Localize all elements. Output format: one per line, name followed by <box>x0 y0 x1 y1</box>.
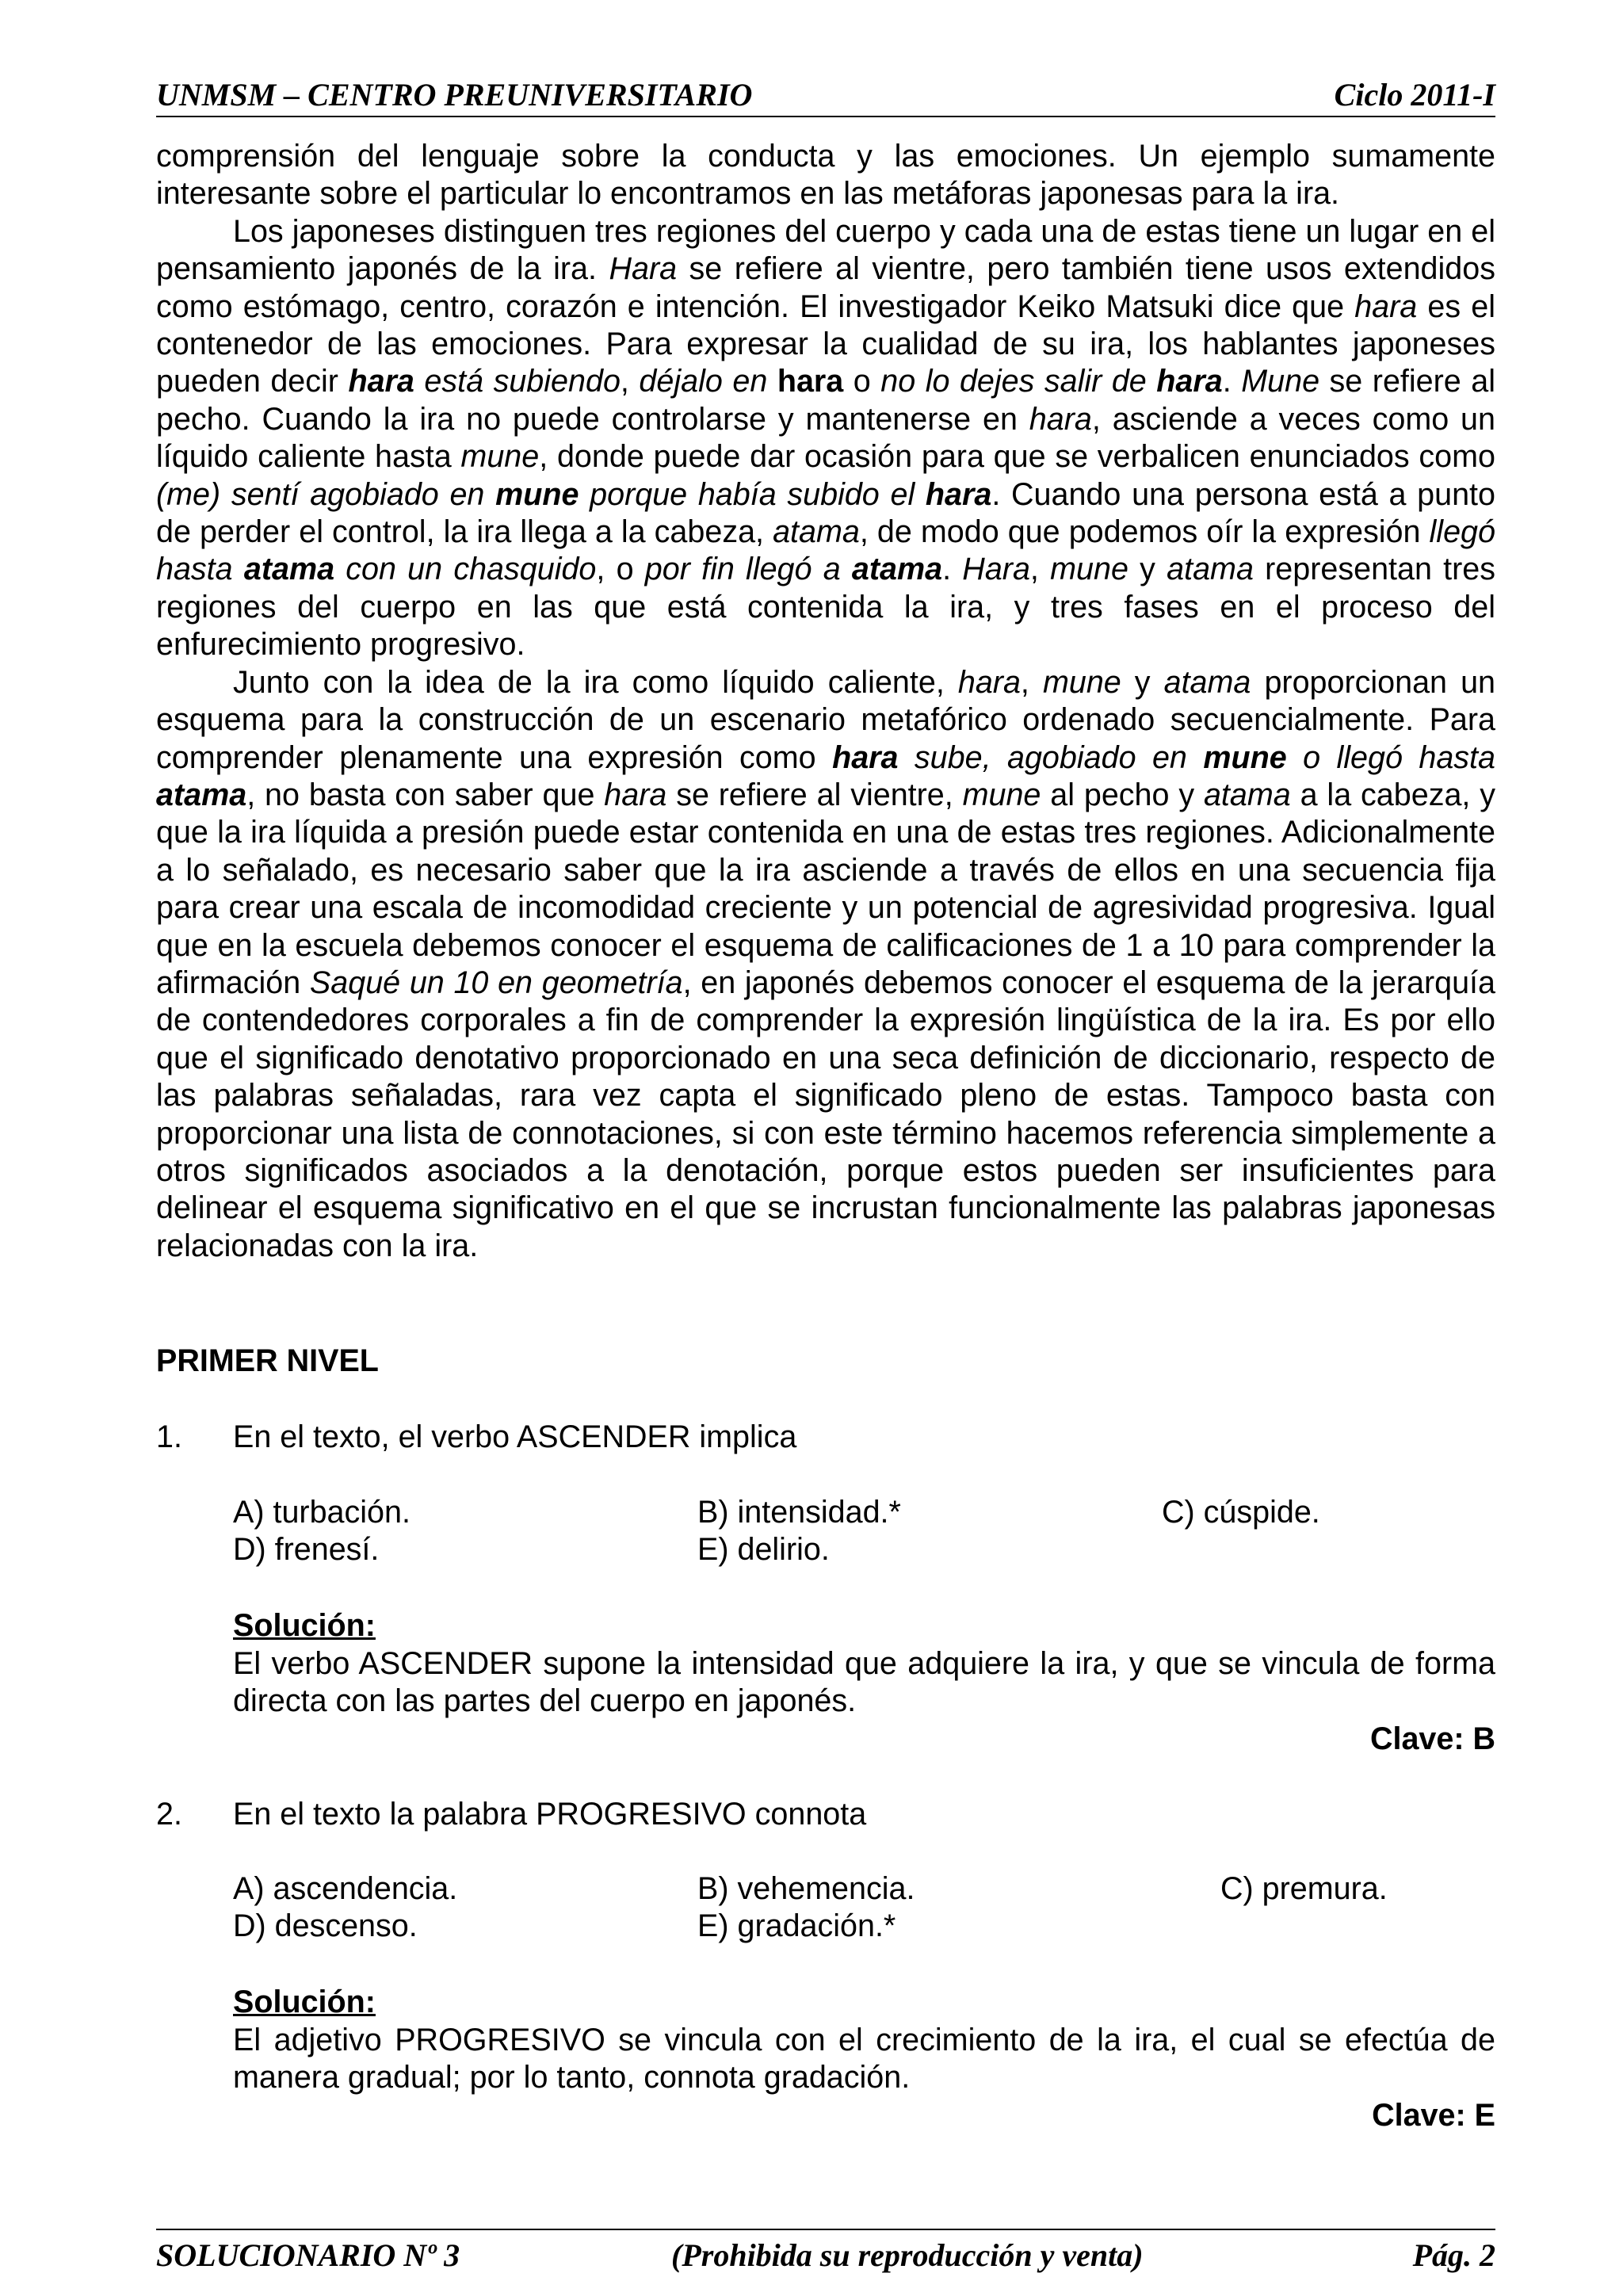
question-stem: En el texto la palabra PROGRESIVO connota <box>233 1797 867 1832</box>
option-d: D) frenesí. <box>233 1532 380 1567</box>
text-run: , de modo que podemos oír la expresión <box>859 514 1430 550</box>
option-d: D) descenso. <box>233 1908 418 1943</box>
page-header <box>156 76 1495 117</box>
passage-paragraph-3 <box>156 664 1495 1266</box>
text-run: . Cuando una persona está a punto de perder el control, la ira llega a la cabeza, <box>156 476 1495 550</box>
text-run: . <box>1222 364 1242 399</box>
text-run: por fin llegó a <box>644 552 852 587</box>
text-run: llegó hasta <box>156 514 1495 587</box>
option-e: E) delirio. <box>697 1532 830 1567</box>
header-institution: UNMSM – CENTRO PREUNIVERSITARIO <box>156 77 753 113</box>
question-stem: En el texto, el verbo ASCENDER implica <box>233 1419 797 1454</box>
footer-notice: (Prohibida su reproducción y venta) <box>671 2237 1144 2273</box>
answer-key: Clave: B <box>1369 1721 1495 1756</box>
text-run: , <box>620 364 640 399</box>
text-run: déjalo en <box>639 364 777 399</box>
text-run: hara <box>1354 288 1418 324</box>
option-c: C) cúspide. <box>1162 1495 1320 1530</box>
text-run: Hara <box>962 552 1030 587</box>
option-b: B) vehemencia. <box>697 1871 915 1906</box>
text-run: atama <box>1163 664 1251 700</box>
text-run: con un chasquido <box>334 552 597 587</box>
text-run: , en japonés debemos conocer el esquema de la jerarquía de contendedores corporales a fin de comprender la expresión lingüística de la ira. Es por ello que el significado denotativo proporcionado en una seca definición de diccionario, respecto de las palabras señaladas, rara vez capta el significado pleno de estas. Tampoco basta con proporcionar una lista de connotaciones, si con este término hacemos referencia simplemente a otros significados asociados a la denotación, porque estos pueden ser insuficientes para delinear el esquema significativo en el que se incrustan funcionalmente las palabras japonesas relacionadas con la ira. <box>156 965 1495 1263</box>
text-run: no lo dejes salir de <box>880 364 1157 399</box>
text-run: o llegó hasta <box>1286 739 1496 775</box>
text-run: se refiere al vientre, <box>666 777 963 812</box>
text-run: y <box>1121 664 1164 700</box>
text-run: mune <box>495 476 579 512</box>
answer-key: Clave: E <box>1372 2098 1495 2133</box>
text-run: a la cabeza, y que la ira líquida a presión puede estar contenida en una de estas tres regiones. Adicionalmente a lo señalado, es necesario saber que la ira asciende a través de ellos en una secuencia fija para crear una escala de incomodidad creciente y un potencial de agresividad progresiva. Igual que en la escuela debemos conocer el esquema de calificaciones de 1 a 10 para comprender la afirmación <box>156 777 1495 1000</box>
text-run: , asciende a veces como un líquido caliente hasta <box>156 401 1495 475</box>
footer-solucionario: SOLUCIONARIO Nº 3 <box>156 2237 460 2273</box>
passage-paragraph-1 <box>156 138 1495 213</box>
text-run: hara <box>925 476 992 512</box>
text-run: atama <box>1203 777 1291 812</box>
option-a: A) turbación. <box>233 1495 411 1530</box>
reading-passage <box>156 138 1495 1265</box>
passage-paragraph-2 <box>156 213 1495 664</box>
text-run: , o <box>596 552 645 587</box>
page-footer <box>156 2229 1495 2273</box>
question-number: 1. <box>156 1419 182 1454</box>
text-run: mune <box>1042 664 1121 700</box>
text-run: al pecho y <box>1041 777 1204 812</box>
text-run: , <box>1020 664 1043 700</box>
text-run: hara <box>348 364 414 399</box>
text-run: se refiere al vientre, pero también tiene usos extendidos como estómago, centro, corazón e intención. El investigador Keiko Matsuki dice que <box>156 251 1495 324</box>
text-run: atama <box>1167 552 1254 587</box>
text-run: proporcionan un esquema para la construcción de un escenario metafórico ordenado secuencialmente. Para comprender plenamente una expresión como <box>156 664 1496 775</box>
text-run: hara <box>1029 401 1092 437</box>
text-run: mune <box>1203 739 1287 775</box>
text-run: atama <box>243 552 335 587</box>
solution-title: Solución: <box>233 1985 376 2019</box>
text-run: mune <box>460 439 540 475</box>
text-run: , <box>1029 552 1051 587</box>
question-number: 2. <box>156 1797 182 1832</box>
text-run: hara <box>957 664 1021 700</box>
text-run: atama <box>773 514 860 550</box>
footer-page-number: Pág. 2 <box>1412 2237 1495 2273</box>
text-run: Mune <box>1241 364 1320 399</box>
text-run: Hara <box>609 251 678 287</box>
option-a: A) ascendencia. <box>233 1871 458 1906</box>
text-run: representan tres regiones del cuerpo en las que está contenida la ira, y tres fases en el proceso del enfurecimiento progresivo. <box>156 552 1496 663</box>
text-run: atama <box>156 777 247 812</box>
text-run: , no basta con saber que <box>246 777 605 812</box>
text-run: Los japoneses distinguen tres regiones del cuerpo y cada una de estas tiene un lugar en el pensamiento japonés de la ira. <box>156 213 1495 287</box>
text-run: Saqué un 10 en geometría <box>309 965 683 1000</box>
text-run: se refiere al pecho. Cuando la ira no puede controlarse y mantenerse en <box>156 364 1496 437</box>
option-c: C) premura. <box>1220 1871 1388 1906</box>
header-cycle: Ciclo 2011-I <box>1334 77 1495 113</box>
text-run: hara <box>604 777 667 812</box>
text-run: hara <box>1156 364 1223 399</box>
section-title: PRIMER NIVEL <box>156 1343 379 1378</box>
text-run: , donde puede dar ocasión para que se verbalicen enunciados como <box>539 439 1495 475</box>
option-b: B) intensidad.* <box>697 1495 901 1530</box>
text-run: Junto con la idea de la ira como líquido caliente, <box>233 664 958 700</box>
text-run: hara <box>832 739 899 775</box>
solution-text: El verbo ASCENDER supone la intensidad que adquiere la ira, y que se vincula de forma directa con las partes del cuerpo en japonés. <box>233 1646 1495 1719</box>
text-run: o <box>843 364 881 399</box>
text-run: porque había subido el <box>579 476 926 512</box>
text-run: está subiendo <box>414 364 621 399</box>
solution-title: Solución: <box>233 1608 376 1643</box>
solution-text: El adjetivo PROGRESIVO se vincula con el crecimiento de la ira, el cual se efectúa de manera gradual; por lo tanto, connota gradación. <box>233 2023 1495 2095</box>
text-run: mune <box>962 777 1041 812</box>
text-run: comprensión del lenguaje sobre la conducta y las emociones. Un ejemplo sumamente interesante sobre el particular lo encontramos en las metáforas japonesas para la ira. <box>156 139 1495 212</box>
text-run: hara <box>777 364 844 399</box>
text-run: (me) sentí agobiado en <box>156 476 496 512</box>
text-run: . <box>942 552 963 587</box>
text-run: mune <box>1050 552 1128 587</box>
text-run: sube, agobiado en <box>898 739 1204 775</box>
option-e: E) gradación.* <box>697 1908 896 1943</box>
text-run: es el contenedor de las emociones. Para expresar la cualidad de su ira, los hablantes japoneses pueden decir <box>156 288 1495 399</box>
text-run: y <box>1128 552 1167 587</box>
text-run: atama <box>851 552 943 587</box>
